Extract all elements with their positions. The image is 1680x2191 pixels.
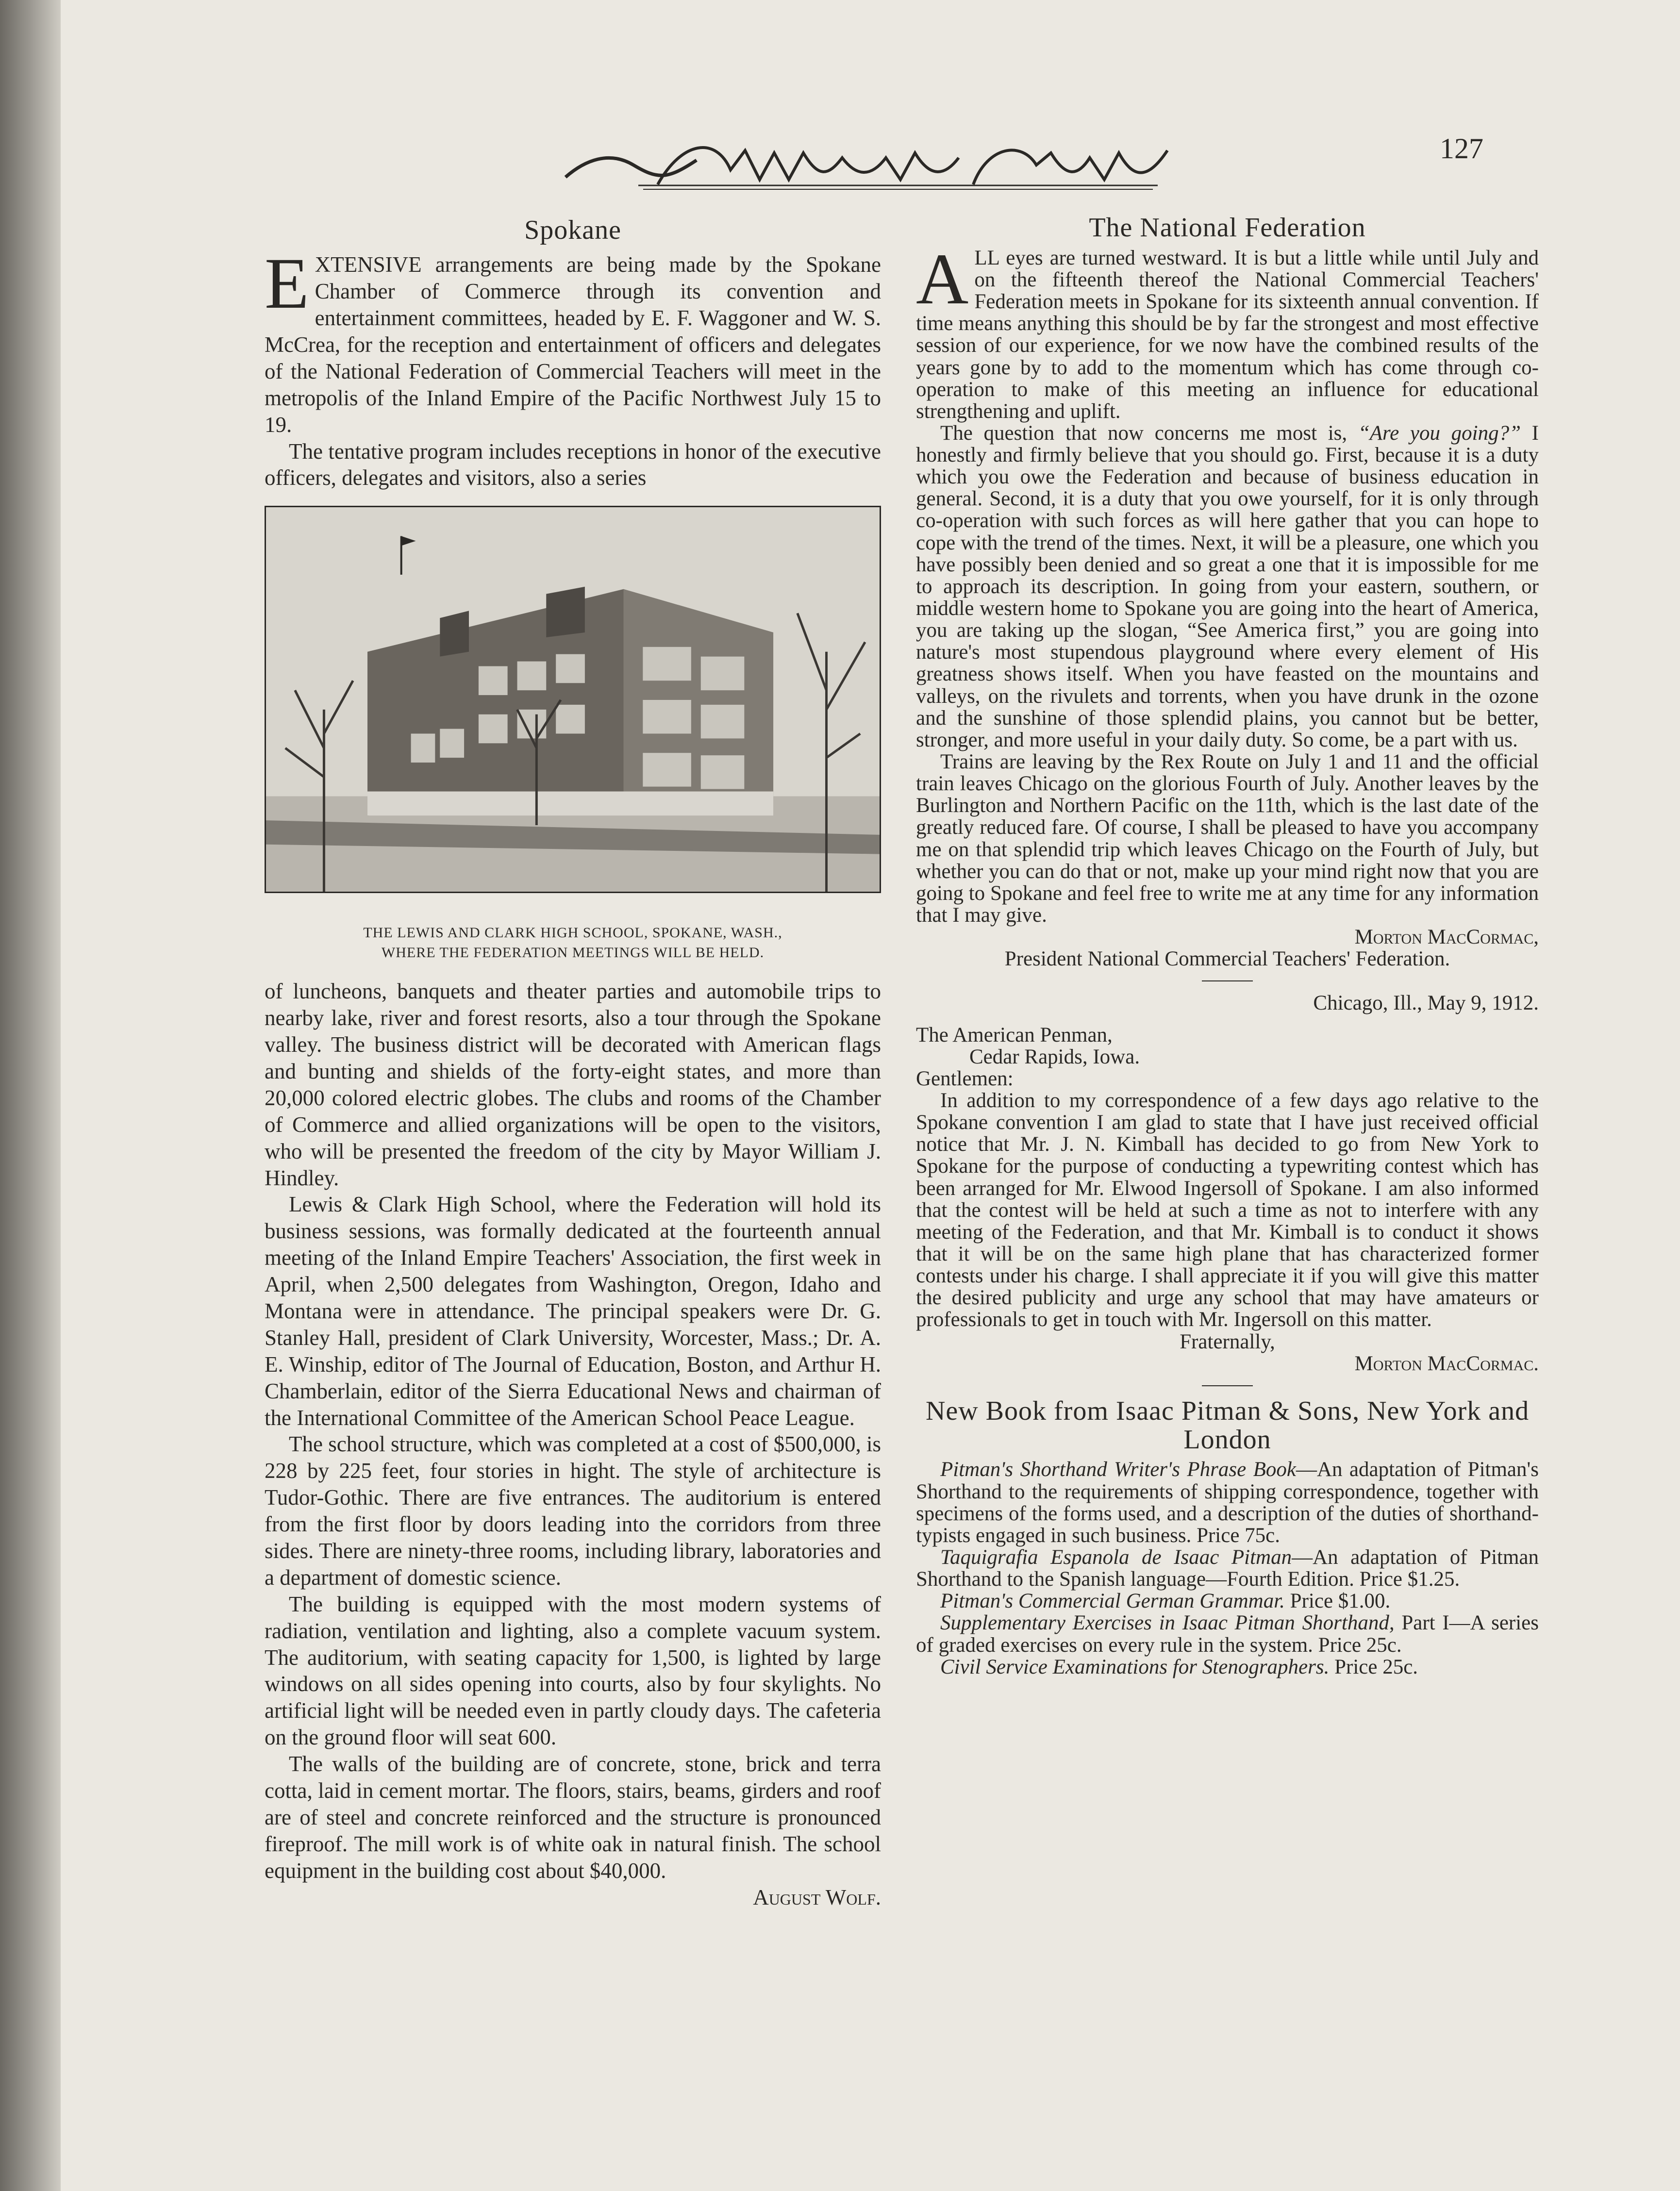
spokane-paragraph-1 — [265, 243, 881, 438]
book-entry — [916, 1612, 1539, 1656]
book-description: —An adaptation of Pitman Shorthand to the Spanish language—Fourth Edition. Price $1.25. — [916, 1545, 1539, 1591]
federation-paragraph-3: Trains are leaving by the Rex Route on July 1 and 11 and the official train leaves Chicago on the glorious Fourth of July. Another leaves by the Burlington and Northern Pacific on the 11th, which is the last date of the greatly reduced fare. Of course, I shall be pleased to have you accompany me on that splendid trip which leaves Chicago on the Fourth of July, but whether you can do that or not, make up your mind right now that you are going to Spokane and feel free to write me at any time for any information that I may give. — [916, 750, 1539, 927]
italic-quote: “Are you going?” — [1358, 421, 1521, 445]
drop-cap: E — [265, 243, 309, 324]
letter-body: In addition to my correspondence of a few days ago relative to the Spokane convention I am glad to state that I have just received official notice that Mr. J. N. Kimball has decided to go from New York to Spokane for the purpose of conducting a typewriting contest which has been arranged for Mr. Elwood Ingersoll of Spokane. I am also informed that the contest will be held at such a time as not to interfere with any meeting of the Federation, and that Mr. Kimball is to conduct it shows that it will be on the same high plane that has characterized former contests under his charge. I shall appreciate it if you will give this matter the desired publicity and urge any school that may have amateurs or professionals to get in touch with Mr. Ingersoll on this matter. — [916, 1089, 1539, 1331]
school-photograph — [265, 506, 881, 893]
author-signature: August Wolf. — [753, 1885, 881, 1909]
caption-line-1: THE LEWIS AND CLARK HIGH SCHOOL, SPOKANE, WASH., — [363, 925, 782, 941]
drop-cap: A — [916, 238, 969, 319]
book-description: Part I—A series of graded exercises on every rule in the system. Price 25c. — [916, 1611, 1539, 1657]
letter-closing: Fraternally, — [1180, 1330, 1275, 1353]
spokane-paragraph-2: The tentative program includes receptions in honor of the executive officers, delegates and visitors, also a series — [265, 439, 881, 490]
letter-salutation: Gentlemen: — [916, 1067, 1014, 1090]
section-divider — [1202, 1385, 1253, 1386]
book-title: Supplementary Exercises in Isaac Pitman Shorthand, — [940, 1611, 1395, 1635]
paragraph-text: I honestly and firmly believe that you should go. First, because it is a duty which you owe the Federation and because of business education in general. Second, it is a duty that you owe yourself, for it is only through co-operation with such forces as will here gather that you can hope to cope with the trend of the times. Next, it will be a pleasure, one which you have possibly been denied and so great a one that it is impossible for me to approach its description. In going from your eastern, southern, or middle western home to Spokane you are going into the heart of America, you are taking up the slogan, “See America first,” you are going into nature's most stupendous playground where every element of His greatness shows itself. When you have feasted on the mountains and valleys, on the rivulets and torrents, when you have drunk in the ozone and the sunshine of those splendid plains, you cannot but be better, stronger, and more useful in your daily duty. So come, be a part with us. — [916, 421, 1539, 751]
letter-address-line-1: The American Penman, — [916, 1023, 1113, 1046]
federation-paragraph-1 — [916, 238, 1539, 423]
book-description: —An adaptation of Pitman's Shorthand to the requirements of shipping correspondence, together with specimens of the forms used, and a description of the duties of shorthand-typists engaged in such business. Price 75c. — [916, 1458, 1539, 1547]
letter-address-line-2: Cedar Rapids, Iowa. — [969, 1045, 1140, 1068]
book-title: Civil Service Examinations for Stenographers. — [940, 1655, 1330, 1678]
paragraph-text: XTENSIVE arrangements are being made by the Spokane Chamber of Commerce through its convention and entertainment committees, headed by E. F. Waggoner and W. S. McCrea, for the reception and entertainment of officers and delegates of the National Federation of Commercial Teachers will meet in the metropolis of the Inland Empire of the Pacific Northwest July 15 to 19. — [265, 252, 881, 437]
book-title: Pitman's Commercial German Grammar. — [940, 1590, 1285, 1613]
book-description: Price 25c. — [1329, 1655, 1418, 1678]
photo-caption — [265, 923, 881, 963]
book-title: Taquigrafia Espanola de Isaac Pitman — [940, 1545, 1292, 1569]
section-divider — [1202, 980, 1253, 981]
school-building-image — [266, 507, 880, 892]
signature-title: President National Commercial Teachers' Federation. — [1004, 947, 1450, 971]
page-number: 127 — [1440, 133, 1483, 165]
letter-signature: Morton MacCormac. — [1354, 1352, 1539, 1375]
article-heading-spokane: Spokane — [524, 215, 621, 245]
right-column — [916, 214, 1539, 1678]
paragraph-text: The question that now concerns me most is, — [940, 421, 1358, 445]
book-description: Price $1.00. — [1284, 1590, 1391, 1613]
masthead-script-lettering — [556, 131, 1182, 194]
federation-paragraph-2 — [916, 422, 1539, 751]
book-title: Pitman's Shorthand Writer's Phrase Book — [940, 1458, 1296, 1481]
paragraph-text: LL eyes are turned westward. It is but a little while until July and on the fifteenth thereof the National Commercial Teachers' Federation meets in Spokane for its sixteenth annual convention. If time means anything this should be by far the strongest and most effective session of our experience, for we now have the combined results of the years gone by to add to the momentum which has come through co-operation to make of this meeting an influence for educational strengthening and uplift. — [916, 246, 1539, 423]
spokane-paragraph-4: Lewis & Clark High School, where the Federation will hold its business sessions, was formally dedicated at the fourteenth annual meeting of the Inland Empire Teachers' Association, the first week in April, when 2,500 delegates from Washington, Oregon, Idaho and Montana were in attendance. The principal speakers were Dr. G. Stanley Hall, president of Clark University, Worcester, Mass.; Dr. A. E. Winship, editor of The Journal of Education, Boston, and Arthur H. Chamberlain, editor of the Sierra Educational News and chairman of the International Committee of the American School Peace League. — [265, 1192, 881, 1430]
left-column — [265, 214, 881, 1911]
spokane-paragraph-3: of luncheons, banquets and theater parties and automobile trips to nearby lake, river and forest resorts, also a tour through the Spokane valley. The business district will be decorated with American flags and bunting and shields of the forty-eight states, and more than 20,000 colored electric globes. The clubs and rooms of the Chamber of Commerce and allied organizations will be open to the visitors, who will be presented the freedom of the city by Mayor William J. Hindley. — [265, 979, 881, 1190]
article-heading-federation: The National Federation — [1089, 213, 1366, 243]
book-entry — [916, 1590, 1539, 1612]
book-entry — [916, 1546, 1539, 1590]
spokane-paragraph-7: The walls of the building are of concrete, stone, brick and terra cotta, laid in cement mortar. The floors, stairs, beams, girders and roof are of steel and concrete reinforced and the structure is pronounced fireproof. The mill work is of white oak in natural finish. The school equipment in the building cost about $40,000. — [265, 1752, 881, 1883]
book-entry — [916, 1656, 1539, 1678]
article-heading-new-book: New Book from Isaac Pitman & Sons, New York and London — [925, 1395, 1530, 1455]
letter-date: Chicago, Ill., May 9, 1912. — [1313, 992, 1539, 1015]
spokane-paragraph-6: The building is equipped with the most modern systems of radiation, ventilation and lighting, also a complete vacuum system. The auditorium, with seating capacity for 1,500, is lighted by large windows on all sides opening into courts, also by four skylights. No artificial light will be needed even in partly cloudy days. The cafeteria on the ground floor will seat 600. — [265, 1592, 881, 1750]
book-binding-shadow — [0, 0, 61, 2191]
signature-name: Morton MacCormac, — [1354, 926, 1539, 949]
magazine-page — [61, 0, 1680, 2191]
book-entry — [916, 1459, 1539, 1546]
masthead-logo — [556, 131, 1182, 194]
caption-line-2: WHERE THE FEDERATION MEETINGS WILL BE HELD. — [381, 944, 765, 961]
spokane-paragraph-5: The school structure, which was completed at a cost of $500,000, is 228 by 225 feet, four stories in hight. The style of architecture is Tudor-Gothic. There are five entrances. The auditorium is entered from the first floor by doors leading into the corridors from three sides. There are ninety-three rooms, including library, laboratories and a department of domestic science. — [265, 1432, 881, 1590]
